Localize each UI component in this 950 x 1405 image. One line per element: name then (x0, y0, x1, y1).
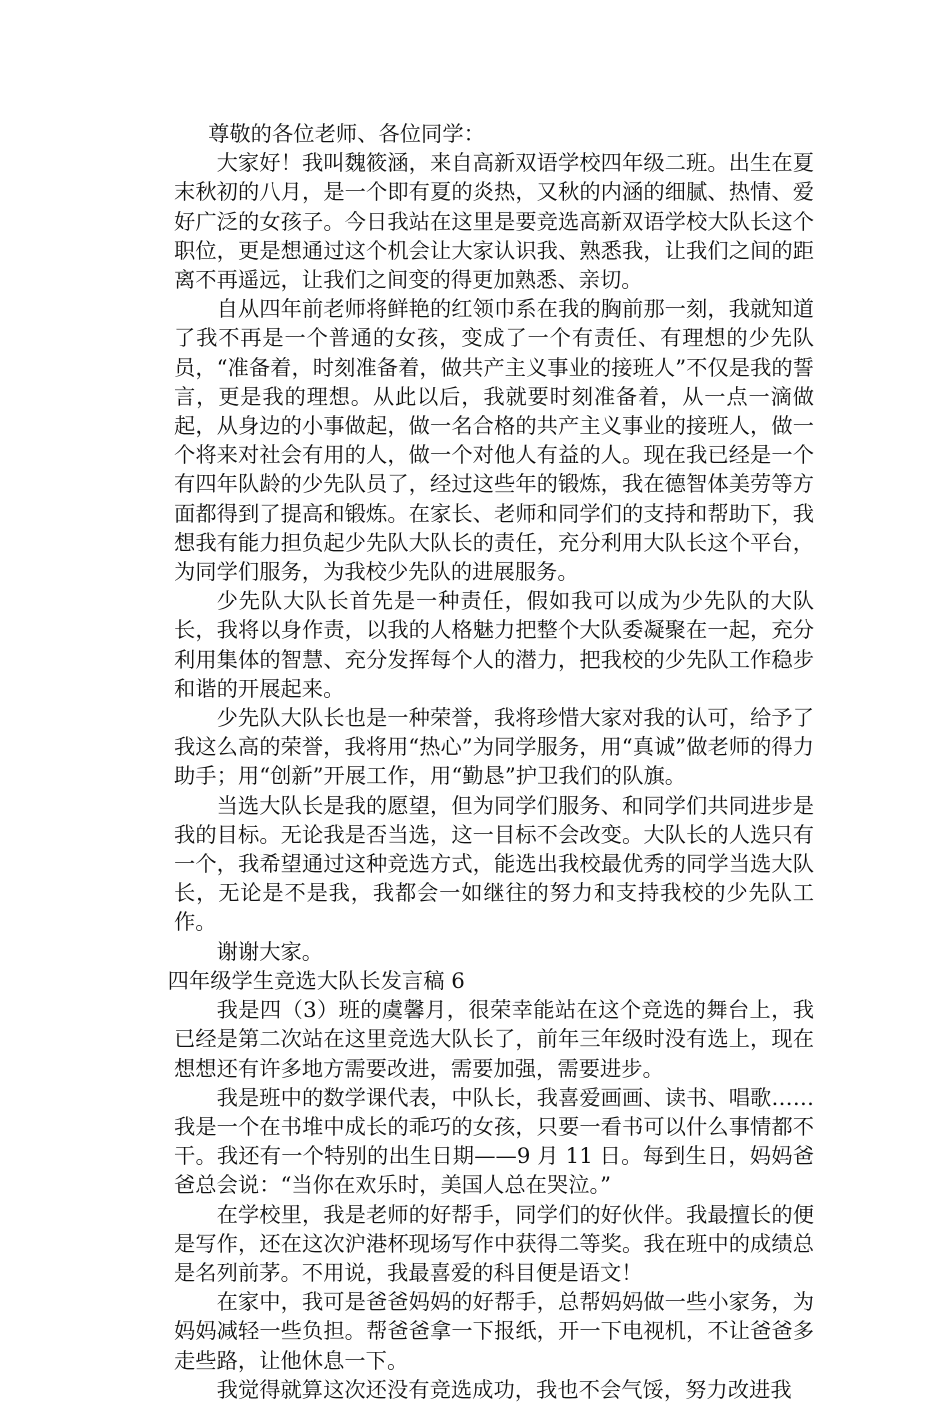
paragraph-home: 在家中，我可是爸爸妈妈的好帮手，总帮妈妈做一些小家务，为妈妈减轻一些负担。帮爸爸拿一下报纸，开一下电视机，不让爸爸多走些路，让他休息一下。 (174, 1290, 814, 1374)
paragraph-red-scarf: 自从四年前老师将鲜艳的红领巾系在我的胸前那一刻，我就知道了我不再是一个普通的女孩，变成了一个有责任、有理想的少先队员，“准备着，时刻准备着，做共产主义事业的接班人”不仅是我的誓言，更是我的理想。从此以后，我就要时刻准备着，从一点一滴做起，从身边的小事做起，做一名合格的共产主义事业的接班人，做一个将来对社会有用的人，做一个对他人有益的人。现在我已经是一个有四年队龄的少先队员了，经过这些年的锻炼，我在德智体美劳等方面都得到了提高和锻炼。在家长、老师和同学们的支持和帮助下，我想我有能力担负起少先队大队长的责任，充分利用大队长这个平台，为同学们服务，为我校少先队的进展服务。 (174, 297, 814, 586)
paragraph-honor: 少先队大队长也是一种荣誉，我将珍惜大家对我的认可，给予了我这么高的荣誉，我将用“热心”为同学服务，用“真诚”做老师的得力助手；用“创新”开展工作，用“勤恳”护卫我们的队旗。 (174, 706, 814, 790)
paragraph-goal: 当选大队长是我的愿望，但为同学们服务、和同学们共同进步是我的目标。无论我是否当选，这一目标不会改变。大队长的人选只有一个，我希望通过这种竞选方式，能选出我校最优秀的同学当选大队长，无论是不是我，我都会一如继往的努力和支持我校的少先队工作。 (174, 793, 814, 936)
paragraph-self-intro: 我是四（3）班的虞馨月，很荣幸能站在这个竞选的舞台上，我已经是第二次站在这里竞选大队长了，前年三年级时没有选上，现在想想还有许多地方需要改进，需要加强，需要进步。 (174, 998, 814, 1082)
section-title: 四年级学生竞选大队长发言稿 6 (167, 968, 465, 994)
paragraph-school: 在学校里，我是老师的好帮手，同学们的好伙伴。我最擅长的便是写作，还在这次沪港杯现场写作中获得二等奖。我在班中的成绩总是名列前茅。不用说，我最喜爱的科目便是语文！ (174, 1202, 814, 1286)
paragraph-closing: 我觉得就算这次还没有竞选成功，我也不会气馁，努力改进我 (216, 1377, 792, 1403)
document-body (167, 120, 814, 1405)
paragraph-hobbies: 我是班中的数学课代表，中队长，我喜爱画画、读书、唱歌……我是一个在书堆中成长的乖巧的女孩，只要一看书可以什么事情都不干。我还有一个特别的出生日期——9 月 11 日。每到生日，妈妈爸爸总会说：“当你在欢乐时，美国人总在哭泣。” (174, 1085, 814, 1199)
paragraph-thanks: 谢谢大家。 (216, 939, 324, 965)
salutation: 尊敬的各位老师、各位同学： (208, 122, 485, 147)
paragraph-responsibility: 少先队大队长首先是一种责任，假如我可以成为少先队的大队长，我将以身作责，以我的人格魅力把整个大队委凝聚在一起，充分利用集体的智慧、充分发挥每个人的潜力，把我校的少先队工作稳步和谐的开展起来。 (174, 589, 814, 702)
paragraph-intro: 大家好！我叫魏筱涵，来自高新双语学校四年级二班。出生在夏末秋初的八月，是一个即有夏的炎热，又秋的内涵的细腻、热情、爱好广泛的女孩子。今日我站在这里是要竞选高新双语学校大队长这个职位，更是想通过这个机会让大家认识我、熟悉我，让我们之间的距离不再遥远，让我们之间变的得更加熟悉、亲切。 (174, 151, 814, 294)
